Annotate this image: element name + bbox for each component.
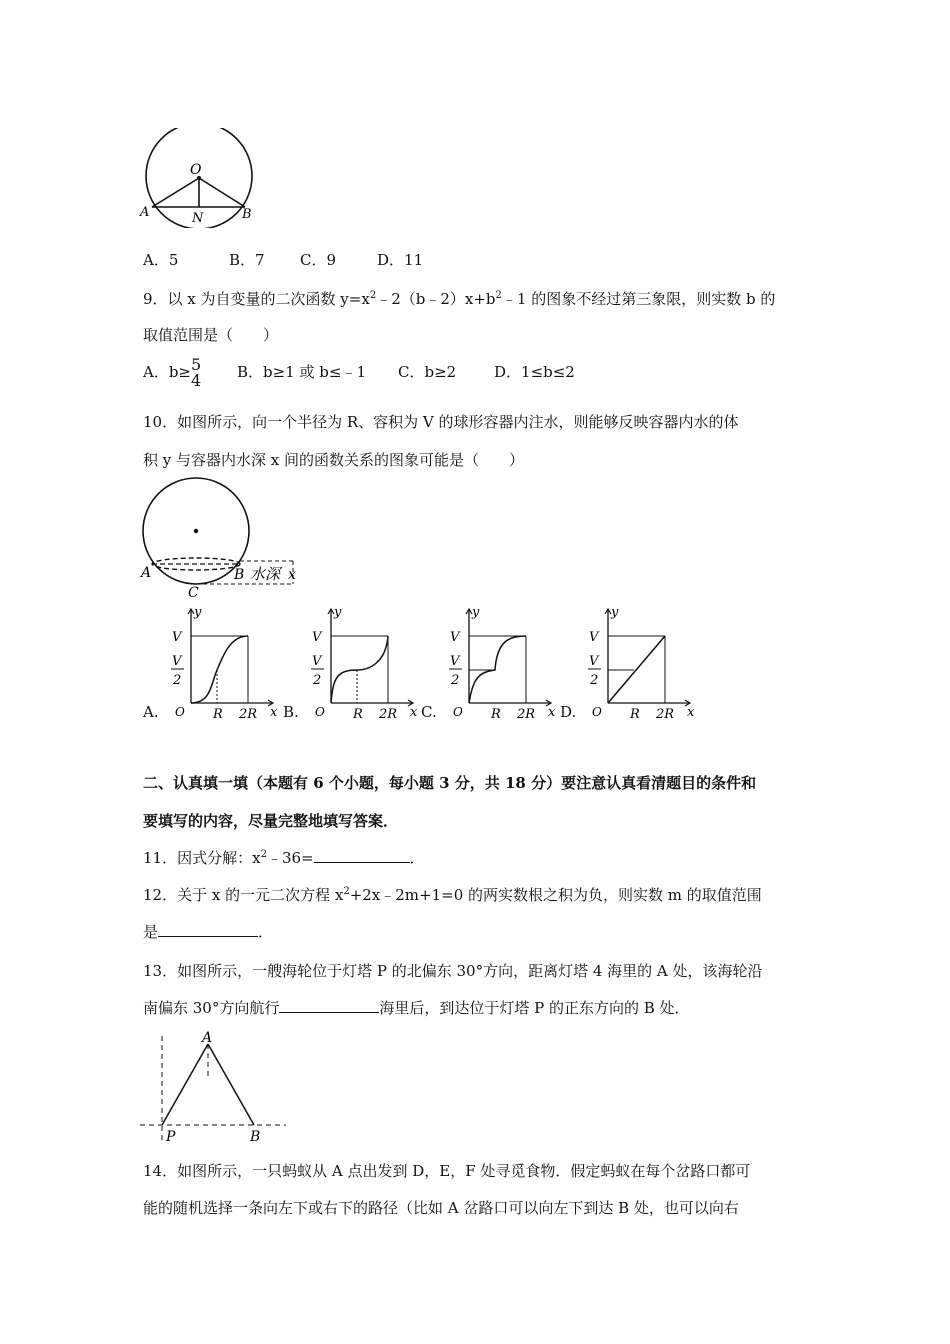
q9-line2: 取值范围是（ ） [143, 326, 279, 344]
q9-options [143, 357, 575, 389]
v-label: V [312, 630, 322, 645]
q11-end: ． [409, 849, 425, 867]
q13-label-P: P [166, 1129, 176, 1145]
2r-label: 2R [656, 707, 675, 722]
q14-line2: 能的随机选择一条向左下或右下的路径（比如 A 岔路口可以向左下到达 B 处，也可以向右 [143, 1199, 739, 1217]
r-label: R [630, 707, 640, 722]
origin-label: O [453, 705, 463, 719]
r-label: R [353, 707, 363, 722]
half-v-num: V [172, 654, 182, 669]
q13-line2-prefix: 南偏东 30°方向航行 [143, 999, 280, 1017]
sphere-label-A: A [141, 565, 152, 581]
q13-line2-suffix: 海里后，到达位于灯塔 P 的正东方向的 B 处． [379, 999, 690, 1017]
q12-end: ． [258, 923, 274, 941]
label-B: B [242, 207, 252, 222]
section2-line1: 二、认真填一填（本题有 6 个小题，每小题 3 分，共 18 分）要注意认真看清题目的条件和 [143, 774, 757, 792]
q9-option-a [143, 357, 237, 389]
q9-text-c: ﹣1 的图象不经过第三象限，则实数 b 的 [501, 290, 776, 308]
y-label: y [611, 605, 619, 620]
q10-sphere-figure [138, 475, 308, 605]
q12-answer-blank[interactable] [158, 921, 258, 937]
q10-line1: 10．如图所示，向一个半径为 R、容积为 V 的球形容器内注水，则能够反映容器内水的体 [143, 413, 739, 431]
q12-sup: 2 [343, 886, 350, 897]
2r-label: 2R [379, 707, 398, 722]
q13-label-B: B [250, 1129, 261, 1145]
q10-letter-d: D. [560, 703, 577, 721]
origin-label: O [592, 705, 602, 719]
q9-option-d: D．1≤b≤2 [494, 363, 575, 381]
q10-letter-c: C. [421, 703, 437, 721]
label-O: O [190, 162, 202, 178]
q10-graph-a [164, 602, 284, 724]
q8-option-a: A．5 [143, 251, 179, 269]
q12-line2 [143, 921, 273, 942]
origin-label: O [315, 705, 325, 719]
q9-sup1: 2 [369, 290, 377, 301]
half-v-num: V [450, 654, 460, 669]
q11-answer-blank[interactable] [314, 847, 410, 863]
label-N: N [192, 211, 204, 226]
section2-line2: 要填写的内容，尽量完整地填写答案． [143, 812, 399, 830]
q8-option-c: C．9 [300, 251, 337, 269]
x-label: x [270, 705, 278, 720]
v-label: V [589, 630, 599, 645]
r-label: R [213, 707, 223, 722]
origin-label: O [175, 705, 185, 719]
q11-prefix: 11．因式分解：x [143, 849, 261, 867]
q10-letter-b: B. [283, 703, 299, 721]
q10-line2: 积 y 与容器内水深 x 间的函数关系的图象可能是（ ） [143, 451, 525, 469]
volume-curve [191, 636, 248, 703]
x-label: x [687, 705, 695, 720]
q8-circle-figure [138, 128, 268, 228]
y-label: y [194, 605, 202, 620]
q9-option-b: B．b≥1 或 b≤﹣1 [237, 363, 366, 381]
q14-line1: 14．如图所示，一只蚂蚁从 A 点出发到 D，E，F 处寻觅食物．假定蚂蚁在每个岔路口都可 [143, 1162, 751, 1180]
half-v-den: 2 [451, 673, 460, 688]
q12-suffix: +2x﹣2m+1=0 的两实数根之积为负，则实数 m 的取值范围 [349, 886, 762, 904]
q13-line1: 13．如图所示，一艘海轮位于灯塔 P 的北偏东 30°方向，距离灯塔 4 海里的 A 处，该海轮沿 [143, 962, 763, 980]
q11-line [143, 847, 425, 868]
sphere-depth-label: 水深 [250, 565, 281, 583]
2r-label: 2R [239, 707, 258, 722]
q10-graph-b [304, 602, 424, 724]
2r-label: 2R [517, 707, 536, 722]
q10-graph-d [581, 602, 701, 724]
r-label: R [491, 707, 501, 722]
q12-line2-prefix: 是 [143, 923, 159, 941]
q9-option-a-text: A．b≥ [143, 363, 192, 381]
q9-fraction [191, 357, 201, 389]
q9-option-c: C．b≥2 [398, 363, 457, 381]
q13-label-A: A [202, 1030, 213, 1046]
sphere-x-label: x [288, 567, 296, 583]
q10-graph-c [442, 602, 562, 724]
frac-den: 4 [191, 371, 202, 390]
q8-option-b: B．7 [229, 251, 265, 269]
x-label: x [548, 705, 556, 720]
y-label: y [334, 605, 342, 620]
frac-num: 5 [191, 355, 202, 374]
sphere-label-C: C [188, 585, 199, 601]
v-label: V [450, 630, 460, 645]
q9-sup2: 2 [495, 290, 502, 301]
label-A: A [140, 205, 150, 220]
half-v-num: V [589, 654, 599, 669]
q12-line1 [143, 884, 762, 905]
half-v-den: 2 [590, 673, 599, 688]
y-label: y [472, 605, 480, 620]
q9-text-a: 9．以 x 为自变量的二次函数 y=x [143, 290, 370, 308]
q9-line1 [143, 288, 775, 309]
q8-option-d: D．11 [377, 251, 424, 269]
q11-suffix: ﹣36= [266, 849, 314, 867]
x-label: x [410, 705, 418, 720]
sphere-label-B: B [234, 567, 245, 583]
v-label: V [172, 630, 182, 645]
q13-figure [138, 1026, 298, 1146]
half-v-den: 2 [313, 673, 322, 688]
half-v-den: 2 [173, 673, 182, 688]
q13-line2 [143, 997, 690, 1018]
q12-prefix: 12．关于 x 的一元二次方程 x [143, 886, 344, 904]
volume-curve [331, 636, 388, 703]
q10-letter-a: A. [143, 703, 159, 721]
q13-answer-blank[interactable] [279, 997, 379, 1013]
q8-options [143, 249, 423, 270]
q9-text-b: ﹣2（b﹣2）x+b [376, 290, 496, 308]
half-v-num: V [312, 654, 322, 669]
q11-sup: 2 [260, 849, 267, 860]
